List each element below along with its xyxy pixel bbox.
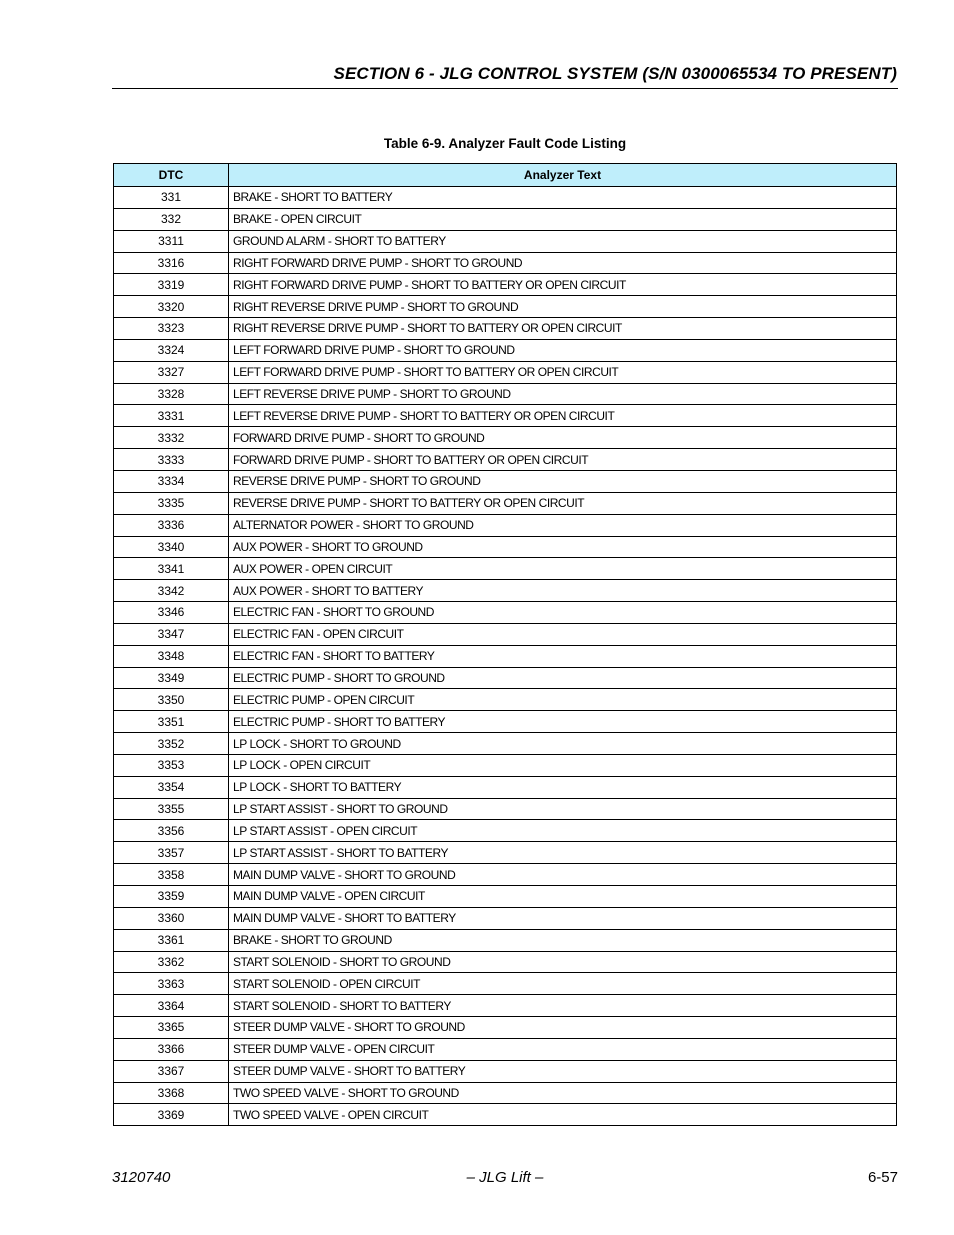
dtc-cell: 3340	[114, 536, 229, 558]
analyzer-text-cell: BRAKE - SHORT TO GROUND	[229, 929, 897, 951]
dtc-cell: 3367	[114, 1060, 229, 1082]
table-row	[114, 973, 897, 995]
dtc-cell: 3352	[114, 733, 229, 755]
analyzer-text-cell: ELECTRIC PUMP - SHORT TO GROUND	[229, 667, 897, 689]
table-row	[114, 711, 897, 733]
analyzer-text-cell: RIGHT FORWARD DRIVE PUMP - SHORT TO BATTERY OR OPEN CIRCUIT	[229, 274, 897, 296]
dtc-cell: 3331	[114, 405, 229, 427]
analyzer-text-cell: MAIN DUMP VALVE - OPEN CIRCUIT	[229, 886, 897, 908]
dtc-cell: 3353	[114, 754, 229, 776]
table-row	[114, 252, 897, 274]
analyzer-text-cell: BRAKE - OPEN CIRCUIT	[229, 208, 897, 230]
analyzer-text-cell: STEER DUMP VALVE - SHORT TO GROUND	[229, 1017, 897, 1039]
table-row	[114, 427, 897, 449]
table-row	[114, 580, 897, 602]
analyzer-text-cell: AUX POWER - OPEN CIRCUIT	[229, 558, 897, 580]
table-header-row	[114, 164, 897, 187]
table-row	[114, 536, 897, 558]
analyzer-text-cell: RIGHT REVERSE DRIVE PUMP - SHORT TO GROUND	[229, 296, 897, 318]
table-row	[114, 1104, 897, 1126]
analyzer-text-cell: LP LOCK - SHORT TO GROUND	[229, 733, 897, 755]
dtc-cell: 3360	[114, 907, 229, 929]
analyzer-text-cell: START SOLENOID - SHORT TO GROUND	[229, 951, 897, 973]
table-row	[114, 1082, 897, 1104]
dtc-cell: 3336	[114, 514, 229, 536]
header-rule	[112, 88, 898, 89]
column-header-analyzer-text: Analyzer Text	[229, 164, 897, 187]
table-row	[114, 383, 897, 405]
dtc-cell: 3346	[114, 602, 229, 624]
dtc-cell: 3342	[114, 580, 229, 602]
analyzer-text-cell: ALTERNATOR POWER - SHORT TO GROUND	[229, 514, 897, 536]
document-number: 3120740	[112, 1169, 171, 1186]
table-body	[114, 187, 897, 1126]
dtc-cell: 3332	[114, 427, 229, 449]
analyzer-text-cell: RIGHT FORWARD DRIVE PUMP - SHORT TO GROUND	[229, 252, 897, 274]
analyzer-text-cell: LEFT REVERSE DRIVE PUMP - SHORT TO BATTERY OR OPEN CIRCUIT	[229, 405, 897, 427]
dtc-cell: 3354	[114, 776, 229, 798]
analyzer-text-cell: ELECTRIC FAN - OPEN CIRCUIT	[229, 623, 897, 645]
analyzer-text-cell: STEER DUMP VALVE - OPEN CIRCUIT	[229, 1038, 897, 1060]
analyzer-text-cell: ELECTRIC PUMP - OPEN CIRCUIT	[229, 689, 897, 711]
analyzer-text-cell: ELECTRIC PUMP - SHORT TO BATTERY	[229, 711, 897, 733]
analyzer-text-cell: LP START ASSIST - OPEN CIRCUIT	[229, 820, 897, 842]
dtc-cell: 3358	[114, 864, 229, 886]
fault-code-table	[113, 163, 897, 1126]
analyzer-text-cell: BRAKE - SHORT TO BATTERY	[229, 187, 897, 209]
table-row	[114, 602, 897, 624]
analyzer-text-cell: LEFT REVERSE DRIVE PUMP - SHORT TO GROUND	[229, 383, 897, 405]
analyzer-text-cell: REVERSE DRIVE PUMP - SHORT TO GROUND	[229, 470, 897, 492]
page-footer	[112, 1169, 898, 1189]
analyzer-text-cell: LEFT FORWARD DRIVE PUMP - SHORT TO GROUND	[229, 339, 897, 361]
dtc-cell: 3366	[114, 1038, 229, 1060]
table-row	[114, 842, 897, 864]
analyzer-text-cell: LP START ASSIST - SHORT TO GROUND	[229, 798, 897, 820]
analyzer-text-cell: FORWARD DRIVE PUMP - SHORT TO GROUND	[229, 427, 897, 449]
analyzer-text-cell: TWO SPEED VALVE - OPEN CIRCUIT	[229, 1104, 897, 1126]
dtc-cell: 3365	[114, 1017, 229, 1039]
dtc-cell: 3359	[114, 886, 229, 908]
table-row	[114, 187, 897, 209]
dtc-cell: 3369	[114, 1104, 229, 1126]
analyzer-text-cell: AUX POWER - SHORT TO BATTERY	[229, 580, 897, 602]
table-row	[114, 995, 897, 1017]
dtc-cell: 3357	[114, 842, 229, 864]
analyzer-text-cell: MAIN DUMP VALVE - SHORT TO BATTERY	[229, 907, 897, 929]
analyzer-text-cell: REVERSE DRIVE PUMP - SHORT TO BATTERY OR OPEN CIRCUIT	[229, 492, 897, 514]
analyzer-text-cell: LP START ASSIST - SHORT TO BATTERY	[229, 842, 897, 864]
table-row	[114, 514, 897, 536]
analyzer-text-cell: RIGHT REVERSE DRIVE PUMP - SHORT TO BATTERY OR OPEN CIRCUIT	[229, 318, 897, 340]
table-row	[114, 645, 897, 667]
dtc-cell: 3363	[114, 973, 229, 995]
dtc-cell: 3334	[114, 470, 229, 492]
table-row	[114, 864, 897, 886]
table-row	[114, 689, 897, 711]
dtc-cell: 3311	[114, 230, 229, 252]
table-caption: Table 6-9. Analyzer Fault Code Listing	[383, 136, 627, 151]
table-row	[114, 754, 897, 776]
analyzer-text-cell: LEFT FORWARD DRIVE PUMP - SHORT TO BATTERY OR OPEN CIRCUIT	[229, 361, 897, 383]
dtc-cell: 3341	[114, 558, 229, 580]
analyzer-text-cell: LP LOCK - SHORT TO BATTERY	[229, 776, 897, 798]
table-row	[114, 776, 897, 798]
section-title: SECTION 6 - JLG CONTROL SYSTEM (S/N 0300065534 TO PRESENT)	[333, 64, 897, 83]
table-row	[114, 667, 897, 689]
analyzer-text-cell: STEER DUMP VALVE - SHORT TO BATTERY	[229, 1060, 897, 1082]
table-row	[114, 296, 897, 318]
dtc-cell: 3319	[114, 274, 229, 296]
table-row	[114, 470, 897, 492]
dtc-cell: 331	[114, 187, 229, 209]
analyzer-text-cell: AUX POWER - SHORT TO GROUND	[229, 536, 897, 558]
table-row	[114, 798, 897, 820]
dtc-cell: 3323	[114, 318, 229, 340]
dtc-cell: 3347	[114, 623, 229, 645]
analyzer-text-cell: START SOLENOID - OPEN CIRCUIT	[229, 973, 897, 995]
analyzer-text-cell: START SOLENOID - SHORT TO BATTERY	[229, 995, 897, 1017]
table-row	[114, 361, 897, 383]
table-row	[114, 274, 897, 296]
dtc-cell: 3324	[114, 339, 229, 361]
dtc-cell: 332	[114, 208, 229, 230]
table-row	[114, 230, 897, 252]
page-number: 6-57	[867, 1169, 898, 1186]
column-header-dtc: DTC	[114, 164, 229, 187]
table-row	[114, 733, 897, 755]
analyzer-text-cell: FORWARD DRIVE PUMP - SHORT TO BATTERY OR OPEN CIRCUIT	[229, 449, 897, 471]
dtc-cell: 3349	[114, 667, 229, 689]
dtc-cell: 3328	[114, 383, 229, 405]
dtc-cell: 3361	[114, 929, 229, 951]
table-row	[114, 405, 897, 427]
dtc-cell: 3355	[114, 798, 229, 820]
dtc-cell: 3356	[114, 820, 229, 842]
table-row	[114, 1017, 897, 1039]
table-row	[114, 820, 897, 842]
dtc-cell: 3327	[114, 361, 229, 383]
table-row	[114, 558, 897, 580]
table-row	[114, 449, 897, 471]
analyzer-text-cell: MAIN DUMP VALVE - SHORT TO GROUND	[229, 864, 897, 886]
dtc-cell: 3368	[114, 1082, 229, 1104]
table-row	[114, 492, 897, 514]
footer-brand: – JLG Lift –	[466, 1169, 544, 1186]
table-row	[114, 886, 897, 908]
dtc-cell: 3333	[114, 449, 229, 471]
table-row	[114, 929, 897, 951]
analyzer-text-cell: TWO SPEED VALVE - SHORT TO GROUND	[229, 1082, 897, 1104]
dtc-cell: 3364	[114, 995, 229, 1017]
dtc-cell: 3350	[114, 689, 229, 711]
table-row	[114, 951, 897, 973]
dtc-cell: 3351	[114, 711, 229, 733]
analyzer-text-cell: GROUND ALARM - SHORT TO BATTERY	[229, 230, 897, 252]
table-row	[114, 339, 897, 361]
dtc-cell: 3362	[114, 951, 229, 973]
analyzer-text-cell: ELECTRIC FAN - SHORT TO GROUND	[229, 602, 897, 624]
table-row	[114, 623, 897, 645]
analyzer-text-cell: ELECTRIC FAN - SHORT TO BATTERY	[229, 645, 897, 667]
table-row	[114, 318, 897, 340]
table-row	[114, 1060, 897, 1082]
table-row	[114, 907, 897, 929]
dtc-cell: 3348	[114, 645, 229, 667]
dtc-cell: 3320	[114, 296, 229, 318]
table-row	[114, 208, 897, 230]
table-row	[114, 1038, 897, 1060]
dtc-cell: 3316	[114, 252, 229, 274]
analyzer-text-cell: LP LOCK - OPEN CIRCUIT	[229, 754, 897, 776]
dtc-cell: 3335	[114, 492, 229, 514]
